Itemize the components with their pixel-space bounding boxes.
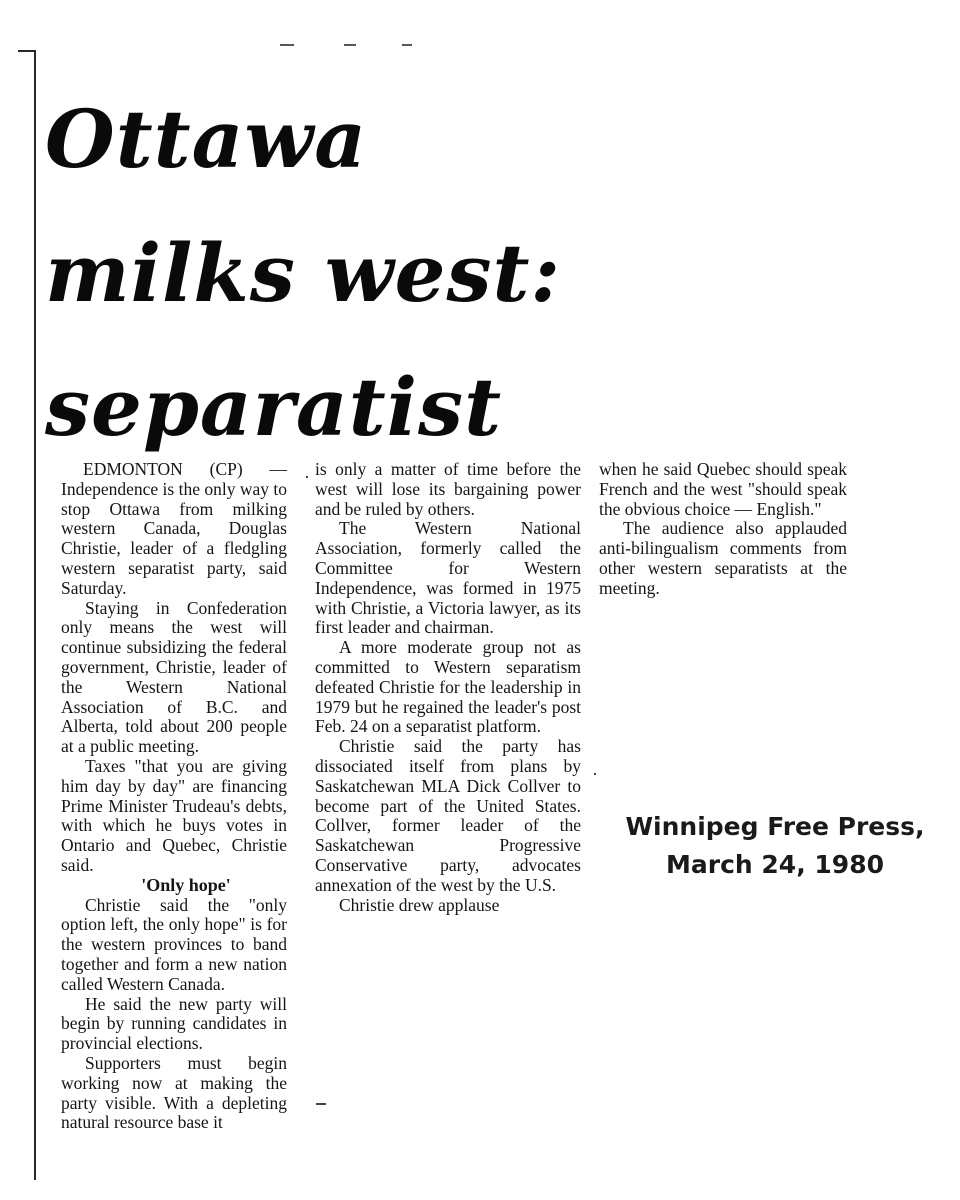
clipping-top-marks bbox=[0, 44, 960, 56]
caption-publication: Winnipeg Free Press, bbox=[625, 812, 925, 841]
clipping-left-border bbox=[34, 50, 36, 1180]
article-paragraph: Staying in Confederation only means the west will continue subsidizing the federal government, Christie, leader of the Western National Association of B.C. and Alberta, told about 200 people at a public meeting. bbox=[61, 597, 287, 757]
headline-line-3: separatist bbox=[45, 360, 503, 454]
headline-line-1: Ottawa bbox=[45, 92, 368, 186]
headline-line-2: milks west: bbox=[45, 226, 562, 320]
dateline: EDMONTON (CP) — bbox=[83, 459, 287, 479]
print-speck bbox=[306, 476, 308, 478]
print-speck bbox=[594, 773, 596, 775]
article-paragraph: is only a matter of time before the west will lose its bargaining power and be ruled by others. bbox=[315, 459, 581, 519]
headline bbox=[45, 72, 605, 474]
paragraph-text: Independence is the only way to stop Ottawa from milking western Canada, Douglas Christie, leader of a fledgling western separatist party, said Saturday. bbox=[61, 478, 287, 598]
article-column-3 bbox=[599, 460, 847, 599]
article-paragraph: Christie drew applause bbox=[339, 894, 500, 915]
article-paragraph: He said the new party will begin by running candidates in provincial elections. bbox=[61, 993, 287, 1054]
article-paragraph: when he said Quebec should speak French and the west "should speak the obvious choice — English." bbox=[599, 459, 847, 519]
article-column-1 bbox=[61, 460, 287, 1133]
article-paragraph: A more moderate group not as committed to Western separatism defeated Christie for the leadership in 1979 but he regained the leader's post Feb. 24 on a separatist platform. bbox=[315, 637, 581, 737]
article-paragraph bbox=[61, 460, 287, 599]
subheading: 'Only hope' bbox=[141, 874, 231, 895]
article-paragraph: Christie said the "only option left, the only hope" is for the western provinces to band together and form a new nation called Western Canada. bbox=[61, 894, 287, 994]
article-column-2 bbox=[315, 460, 581, 915]
caption-date: March 24, 1980 bbox=[666, 850, 884, 879]
article-paragraph: Christie said the party has dissociated itself from plans by Saskatchewan MLA Dick Collver to become part of the United States. Collver, former leader of the Saskatchewan Progressive Conservative party, advocates annexation of the west by the U.S. bbox=[315, 736, 581, 895]
article-paragraph: Supporters must begin working now at making the party visible. With a depleting natural resource base it bbox=[61, 1052, 287, 1133]
article-paragraph: The Western National Association, formerly called the Committee for Western Independence, was formed in 1975 with Christie, a Victoria lawyer, as its first leader and chairman. bbox=[315, 518, 581, 638]
print-speck bbox=[316, 1103, 326, 1105]
source-caption bbox=[610, 808, 940, 884]
article-paragraph: The audience also applauded anti-bilingualism comments from other western separatists at the meeting. bbox=[599, 518, 847, 598]
article-paragraph: Taxes "that you are giving him day by day" are financing Prime Minister Trudeau's debts, with which he buys votes in Ontario and Quebec, Christie said. bbox=[61, 755, 287, 875]
